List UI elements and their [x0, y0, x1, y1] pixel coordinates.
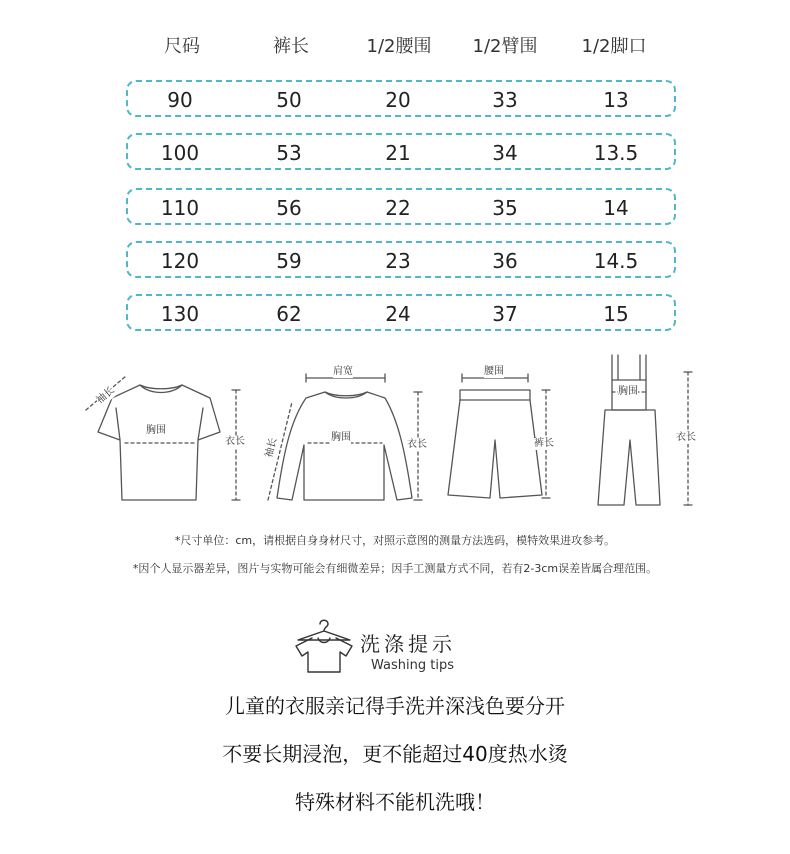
- sweater-chest-label: 胸围: [331, 432, 351, 443]
- header-pants-length: 裤长: [273, 36, 309, 57]
- cell-half-waist: 24: [385, 302, 411, 326]
- cell-half-waist: 20: [385, 88, 411, 112]
- cell-half-arm: 37: [492, 302, 518, 326]
- header-half-waist: 1/2腰围: [366, 36, 432, 57]
- cell-half-waist: 22: [385, 196, 411, 220]
- table-row: [126, 188, 676, 225]
- measurement-diagrams: [0, 350, 790, 515]
- cell-pants-length: 50: [276, 88, 302, 112]
- cell-half-hem: 15: [603, 302, 629, 326]
- cell-pants-length: 62: [276, 302, 302, 326]
- washing-line: 儿童的衣服亲记得手洗并深浅色要分开: [225, 694, 565, 718]
- cell-half-hem: 14: [603, 196, 629, 220]
- washing-title: 洗涤提示: [360, 632, 456, 656]
- cell-size: 100: [160, 141, 200, 165]
- cell-pants-length: 53: [276, 141, 302, 165]
- cell-size: 110: [160, 196, 200, 220]
- washing-line: 不要长期浸泡，更不能超过40度热水烫: [222, 742, 568, 766]
- header-half-arm: 1/2臂围: [472, 36, 538, 57]
- cell-pants-length: 56: [276, 196, 302, 220]
- overalls-diagram: [598, 355, 692, 505]
- table-row: [126, 133, 676, 170]
- cell-size: 120: [160, 249, 200, 273]
- hanger-shirt-icon: [292, 614, 356, 678]
- table-row: [126, 294, 676, 331]
- washing-line: 特殊材料不能机洗哦！: [295, 790, 495, 814]
- sweater-sleeve-label: 袖长: [263, 436, 280, 459]
- cell-half-waist: 21: [385, 141, 411, 165]
- cell-half-hem: 13.5: [593, 141, 639, 165]
- table-header: [0, 32, 790, 64]
- note-size-unit: *尺寸单位：cm，请根据自身身材尺寸，对照示意图的测量方法选码，模特效果进攻参考。: [174, 534, 616, 547]
- tshirt-length-label: 衣长: [225, 436, 245, 447]
- cell-half-waist: 23: [385, 249, 411, 273]
- tshirt-sleeve-label: 袖长: [94, 384, 117, 407]
- cell-half-hem: 13: [603, 88, 629, 112]
- cell-size: 130: [160, 302, 200, 326]
- cell-half-arm: 33: [492, 88, 518, 112]
- cell-size: 90: [167, 88, 193, 112]
- sweater-length-label: 衣长: [407, 439, 427, 450]
- shorts-length-label: 裤长: [534, 438, 554, 449]
- sweater-shoulder-label: 肩宽: [333, 366, 353, 377]
- header-size: 尺码: [164, 36, 200, 57]
- overalls-length-label: 衣长: [676, 432, 696, 443]
- shorts-diagram: [448, 374, 550, 498]
- header-half-hem: 1/2脚口: [581, 36, 647, 57]
- note-display-diff: *因个人显示器差异，图片与实物可能会有细微差异；因手工测量方式不同，若有2-3cm误差皆属合理范围。: [132, 562, 658, 575]
- cell-half-arm: 34: [492, 141, 518, 165]
- shorts-waist-label: 腰围: [484, 366, 504, 377]
- tshirt-chest-label: 胸围: [146, 425, 166, 436]
- table-row: [126, 80, 676, 117]
- cell-half-arm: 35: [492, 196, 518, 220]
- cell-half-arm: 36: [492, 249, 518, 273]
- cell-pants-length: 59: [276, 249, 302, 273]
- overalls-chest-label: 胸围: [618, 386, 638, 397]
- cell-half-hem: 14.5: [593, 249, 639, 273]
- table-row: [126, 241, 676, 278]
- washing-subtitle: Washing tips: [371, 658, 454, 673]
